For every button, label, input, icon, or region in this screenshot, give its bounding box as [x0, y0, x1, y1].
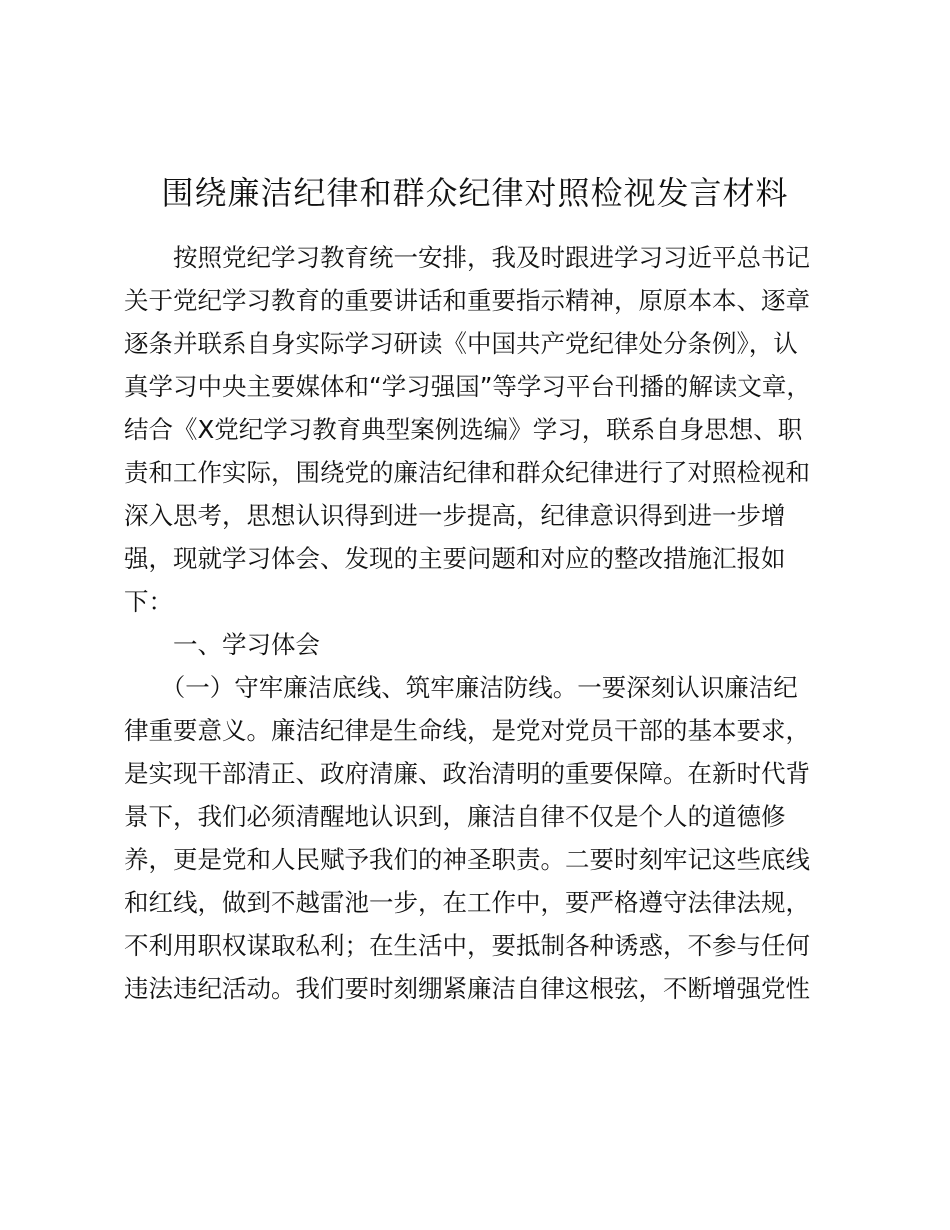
body-line: 和红线，做到不越雷池一步，在工作中，要严格遵守法律法规， [124, 888, 810, 917]
body-line: 结合《X党纪学习教育典型案例选编》学习，联系自身思想、职 [124, 415, 803, 444]
body-line: （一）守牢廉洁底线、筑牢廉洁防线。一要深刻认识廉洁纪 [124, 673, 798, 702]
body-line: 是实现干部清正、政府清廉、政治清明的重要保障。在新时代背 [124, 759, 810, 788]
body-line: 关于党纪学习教育的重要讲话和重要指示精神，原原本本、逐章 [124, 286, 810, 315]
body-line: 按照党纪学习教育统一安排，我及时跟进学习习近平总书记 [124, 243, 810, 272]
body-line: 责和工作实际，围绕党的廉洁纪律和群众纪律进行了对照检视和 [124, 458, 810, 487]
body-line: 养，更是党和人民赋予我们的神圣职责。二要时刻牢记这些底线 [124, 845, 810, 874]
body-line: 真学习中央主要媒体和“学习强国”等学习平台刊播的解读文章， [124, 372, 811, 401]
body-line: 违法违纪活动。我们要时刻绷紧廉洁自律这根弦，不断增强党性 [124, 974, 810, 1003]
section-heading: 一、学习体会 [124, 630, 320, 659]
body-line: 律重要意义。廉洁纪律是生命线，是党对党员干部的基本要求， [124, 716, 810, 745]
body-line: 逐条并联系自身实际学习研读《中国共产党纪律处分条例》，认 [124, 329, 798, 358]
document-title: 围绕廉洁纪律和群众纪律对照检视发言材料 [161, 174, 789, 212]
body-line: 景下，我们必须清醒地认识到，廉洁自律不仅是个人的道德修 [124, 802, 786, 831]
body-line: 下： [124, 587, 173, 616]
body-line: 不利用职权谋取私利；在生活中，要抵制各种诱惑，不参与任何 [124, 931, 810, 960]
body-line: 深入思考，思想认识得到进一步提高，纪律意识得到进一步增 [124, 501, 786, 530]
body-line: 强，现就学习体会、发现的主要问题和对应的整改措施汇报如 [124, 544, 786, 573]
